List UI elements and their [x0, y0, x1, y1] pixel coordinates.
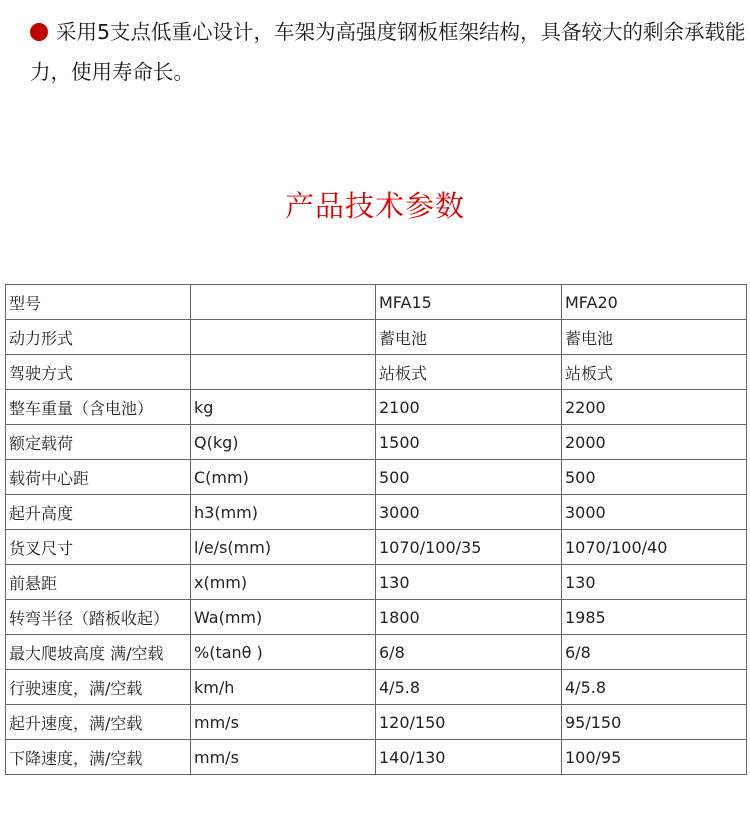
mfa20-value-cell: 130	[562, 565, 747, 600]
mfa20-value-cell: 蓄电池	[562, 320, 747, 355]
table-row	[6, 355, 747, 390]
param-name-cell: 载荷中心距	[6, 460, 191, 495]
param-name-cell: 起升高度	[6, 495, 191, 530]
mfa15-value-cell: 站板式	[376, 355, 562, 390]
mfa15-value-cell: 140/130	[376, 740, 562, 775]
unit-cell: mm/s	[191, 705, 376, 740]
mfa20-value-cell: 站板式	[562, 355, 747, 390]
mfa20-value-cell: MFA20	[562, 285, 747, 320]
mfa15-value-cell: 130	[376, 565, 562, 600]
mfa15-value-cell: 4/5.8	[376, 670, 562, 705]
unit-cell: l/e/s(mm)	[191, 530, 376, 565]
table-row	[6, 600, 747, 635]
mfa20-value-cell: 1070/100/40	[562, 530, 747, 565]
mfa20-value-cell: 100/95	[562, 740, 747, 775]
mfa20-value-cell: 6/8	[562, 635, 747, 670]
unit-cell: x(mm)	[191, 565, 376, 600]
intro-text: 采用5支点低重心设计，车架为高强度钢板框架结构，具备较大的剩余承载能力，使用寿命长。	[30, 20, 746, 84]
table-row	[6, 460, 747, 495]
unit-cell	[191, 355, 376, 390]
mfa15-value-cell: 120/150	[376, 705, 562, 740]
table-row	[6, 320, 747, 355]
mfa20-value-cell: 2000	[562, 425, 747, 460]
mfa15-value-cell: 3000	[376, 495, 562, 530]
unit-cell: Wa(mm)	[191, 600, 376, 635]
mfa15-value-cell: 2100	[376, 390, 562, 425]
table-row	[6, 285, 747, 320]
mfa20-value-cell: 1985	[562, 600, 747, 635]
mfa20-value-cell: 95/150	[562, 705, 747, 740]
param-name-cell: 最大爬坡高度 满/空载	[6, 635, 191, 670]
table-row	[6, 565, 747, 600]
param-name-cell: 额定载荷	[6, 425, 191, 460]
spec-table-body	[6, 285, 747, 775]
mfa20-value-cell: 4/5.8	[562, 670, 747, 705]
unit-cell	[191, 285, 376, 320]
unit-cell: C(mm)	[191, 460, 376, 495]
param-name-cell: 型号	[6, 285, 191, 320]
unit-cell: h3(mm)	[191, 495, 376, 530]
mfa15-value-cell: 1070/100/35	[376, 530, 562, 565]
table-row	[6, 670, 747, 705]
param-name-cell: 起升速度，满/空载	[6, 705, 191, 740]
param-name-cell: 整车重量（含电池）	[6, 390, 191, 425]
mfa20-value-cell: 2200	[562, 390, 747, 425]
unit-cell: kg	[191, 390, 376, 425]
param-name-cell: 前悬距	[6, 565, 191, 600]
param-name-cell: 转弯半径（踏板收起）	[6, 600, 191, 635]
unit-cell: %(tanθ )	[191, 635, 376, 670]
table-row	[6, 705, 747, 740]
intro-paragraph	[30, 12, 748, 92]
unit-cell: km/h	[191, 670, 376, 705]
mfa15-value-cell: 500	[376, 460, 562, 495]
unit-cell	[191, 320, 376, 355]
table-row	[6, 635, 747, 670]
param-name-cell: 动力形式	[6, 320, 191, 355]
param-name-cell: 驾驶方式	[6, 355, 191, 390]
mfa20-value-cell: 500	[562, 460, 747, 495]
mfa15-value-cell: 1500	[376, 425, 562, 460]
red-bullet-icon	[30, 23, 48, 41]
spec-table	[5, 284, 747, 775]
table-row	[6, 530, 747, 565]
mfa15-value-cell: MFA15	[376, 285, 562, 320]
section-title: 产品技术参数	[284, 189, 465, 223]
mfa15-value-cell: 蓄电池	[376, 320, 562, 355]
unit-cell: Q(kg)	[191, 425, 376, 460]
mfa20-value-cell: 3000	[562, 495, 747, 530]
table-row	[6, 425, 747, 460]
param-name-cell: 下降速度，满/空载	[6, 740, 191, 775]
mfa15-value-cell: 1800	[376, 600, 562, 635]
mfa15-value-cell: 6/8	[376, 635, 562, 670]
param-name-cell: 货叉尺寸	[6, 530, 191, 565]
param-name-cell: 行驶速度，满/空载	[6, 670, 191, 705]
unit-cell: mm/s	[191, 740, 376, 775]
table-row	[6, 740, 747, 775]
table-row	[6, 390, 747, 425]
table-row	[6, 495, 747, 530]
